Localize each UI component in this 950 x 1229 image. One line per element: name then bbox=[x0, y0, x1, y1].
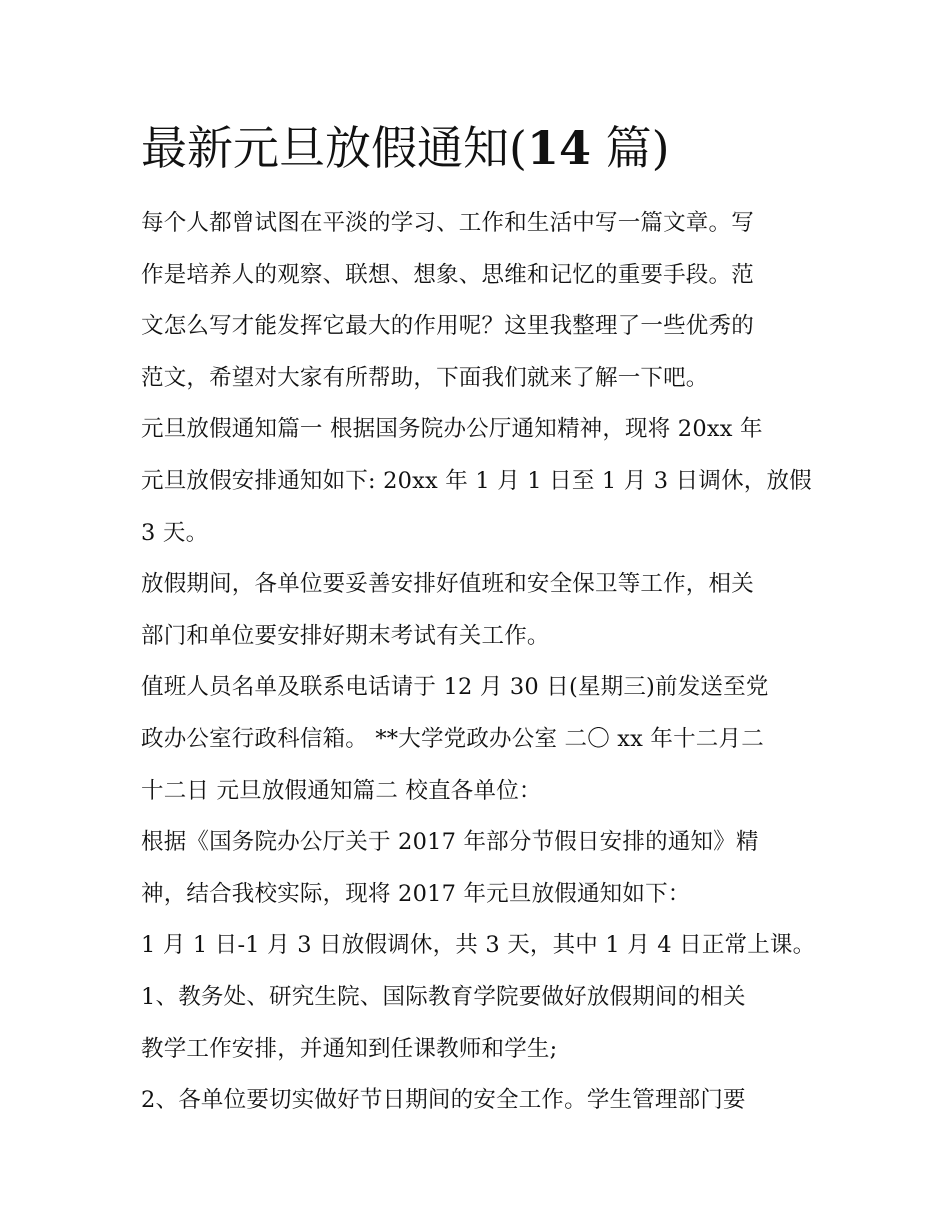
text-line: 元旦放假安排通知如下: 20xx 年 1 月 1 日至 1 月 3 日调休，放假 bbox=[141, 467, 812, 494]
text-line: 部门和单位要安排好期末考试有关工作。 bbox=[141, 622, 550, 649]
text-line: 1 月 1 日-1 月 3 日放假调休，共 3 天，其中 1 月 4 日正常上课。 bbox=[141, 932, 816, 959]
page-title bbox=[141, 118, 670, 178]
text-line: 2、各单位要切实做好节日期间的安全工作。学生管理部门要 bbox=[141, 1087, 746, 1114]
document-body bbox=[141, 198, 821, 1127]
text-line: 范文，希望对大家有所帮助，下面我们就来了解一下吧。 bbox=[141, 364, 709, 391]
title-count: 14 bbox=[526, 121, 591, 175]
text-line: 文怎么写才能发挥它最大的作用呢？这里我整理了一些优秀的 bbox=[141, 313, 754, 340]
text-line: 根据《国务院办公厅关于 2017 年部分节假日安排的通知》精 bbox=[141, 829, 759, 856]
text-line: 放假期间，各单位要妥善安排好值班和安全保卫等工作，相关 bbox=[141, 571, 754, 598]
text-line: 3 天。 bbox=[141, 519, 209, 546]
title-text-suffix: 篇) bbox=[590, 121, 670, 175]
text-line: 政办公室行政科信箱。 **大学党政办公室 二〇 xx 年十二月二 bbox=[141, 725, 764, 752]
text-line: 元旦放假通知篇一 根据国务院办公厅通知精神，现将 20xx 年 bbox=[141, 416, 763, 443]
text-line: 教学工作安排，并通知到任课教师和学生; bbox=[141, 1035, 558, 1062]
text-line: 十二日 元旦放假通知篇二 校直各单位： bbox=[141, 777, 542, 804]
text-line: 神，结合我校实际，现将 2017 年元旦放假通知如下： bbox=[141, 880, 691, 907]
title-text-prefix: 最新元旦放假通知( bbox=[141, 121, 527, 175]
text-line: 1、教务处、研究生院、国际教育学院要做好放假期间的相关 bbox=[141, 983, 746, 1010]
text-line: 每个人都曾试图在平淡的学习、工作和生活中写一篇文章。写 bbox=[141, 210, 754, 236]
text-line: 作是培养人的观察、联想、想象、思维和记忆的重要手段。范 bbox=[141, 261, 754, 288]
text-line: 值班人员名单及联系电话请于 12 月 30 日(星期三)前发送至党 bbox=[141, 674, 769, 701]
